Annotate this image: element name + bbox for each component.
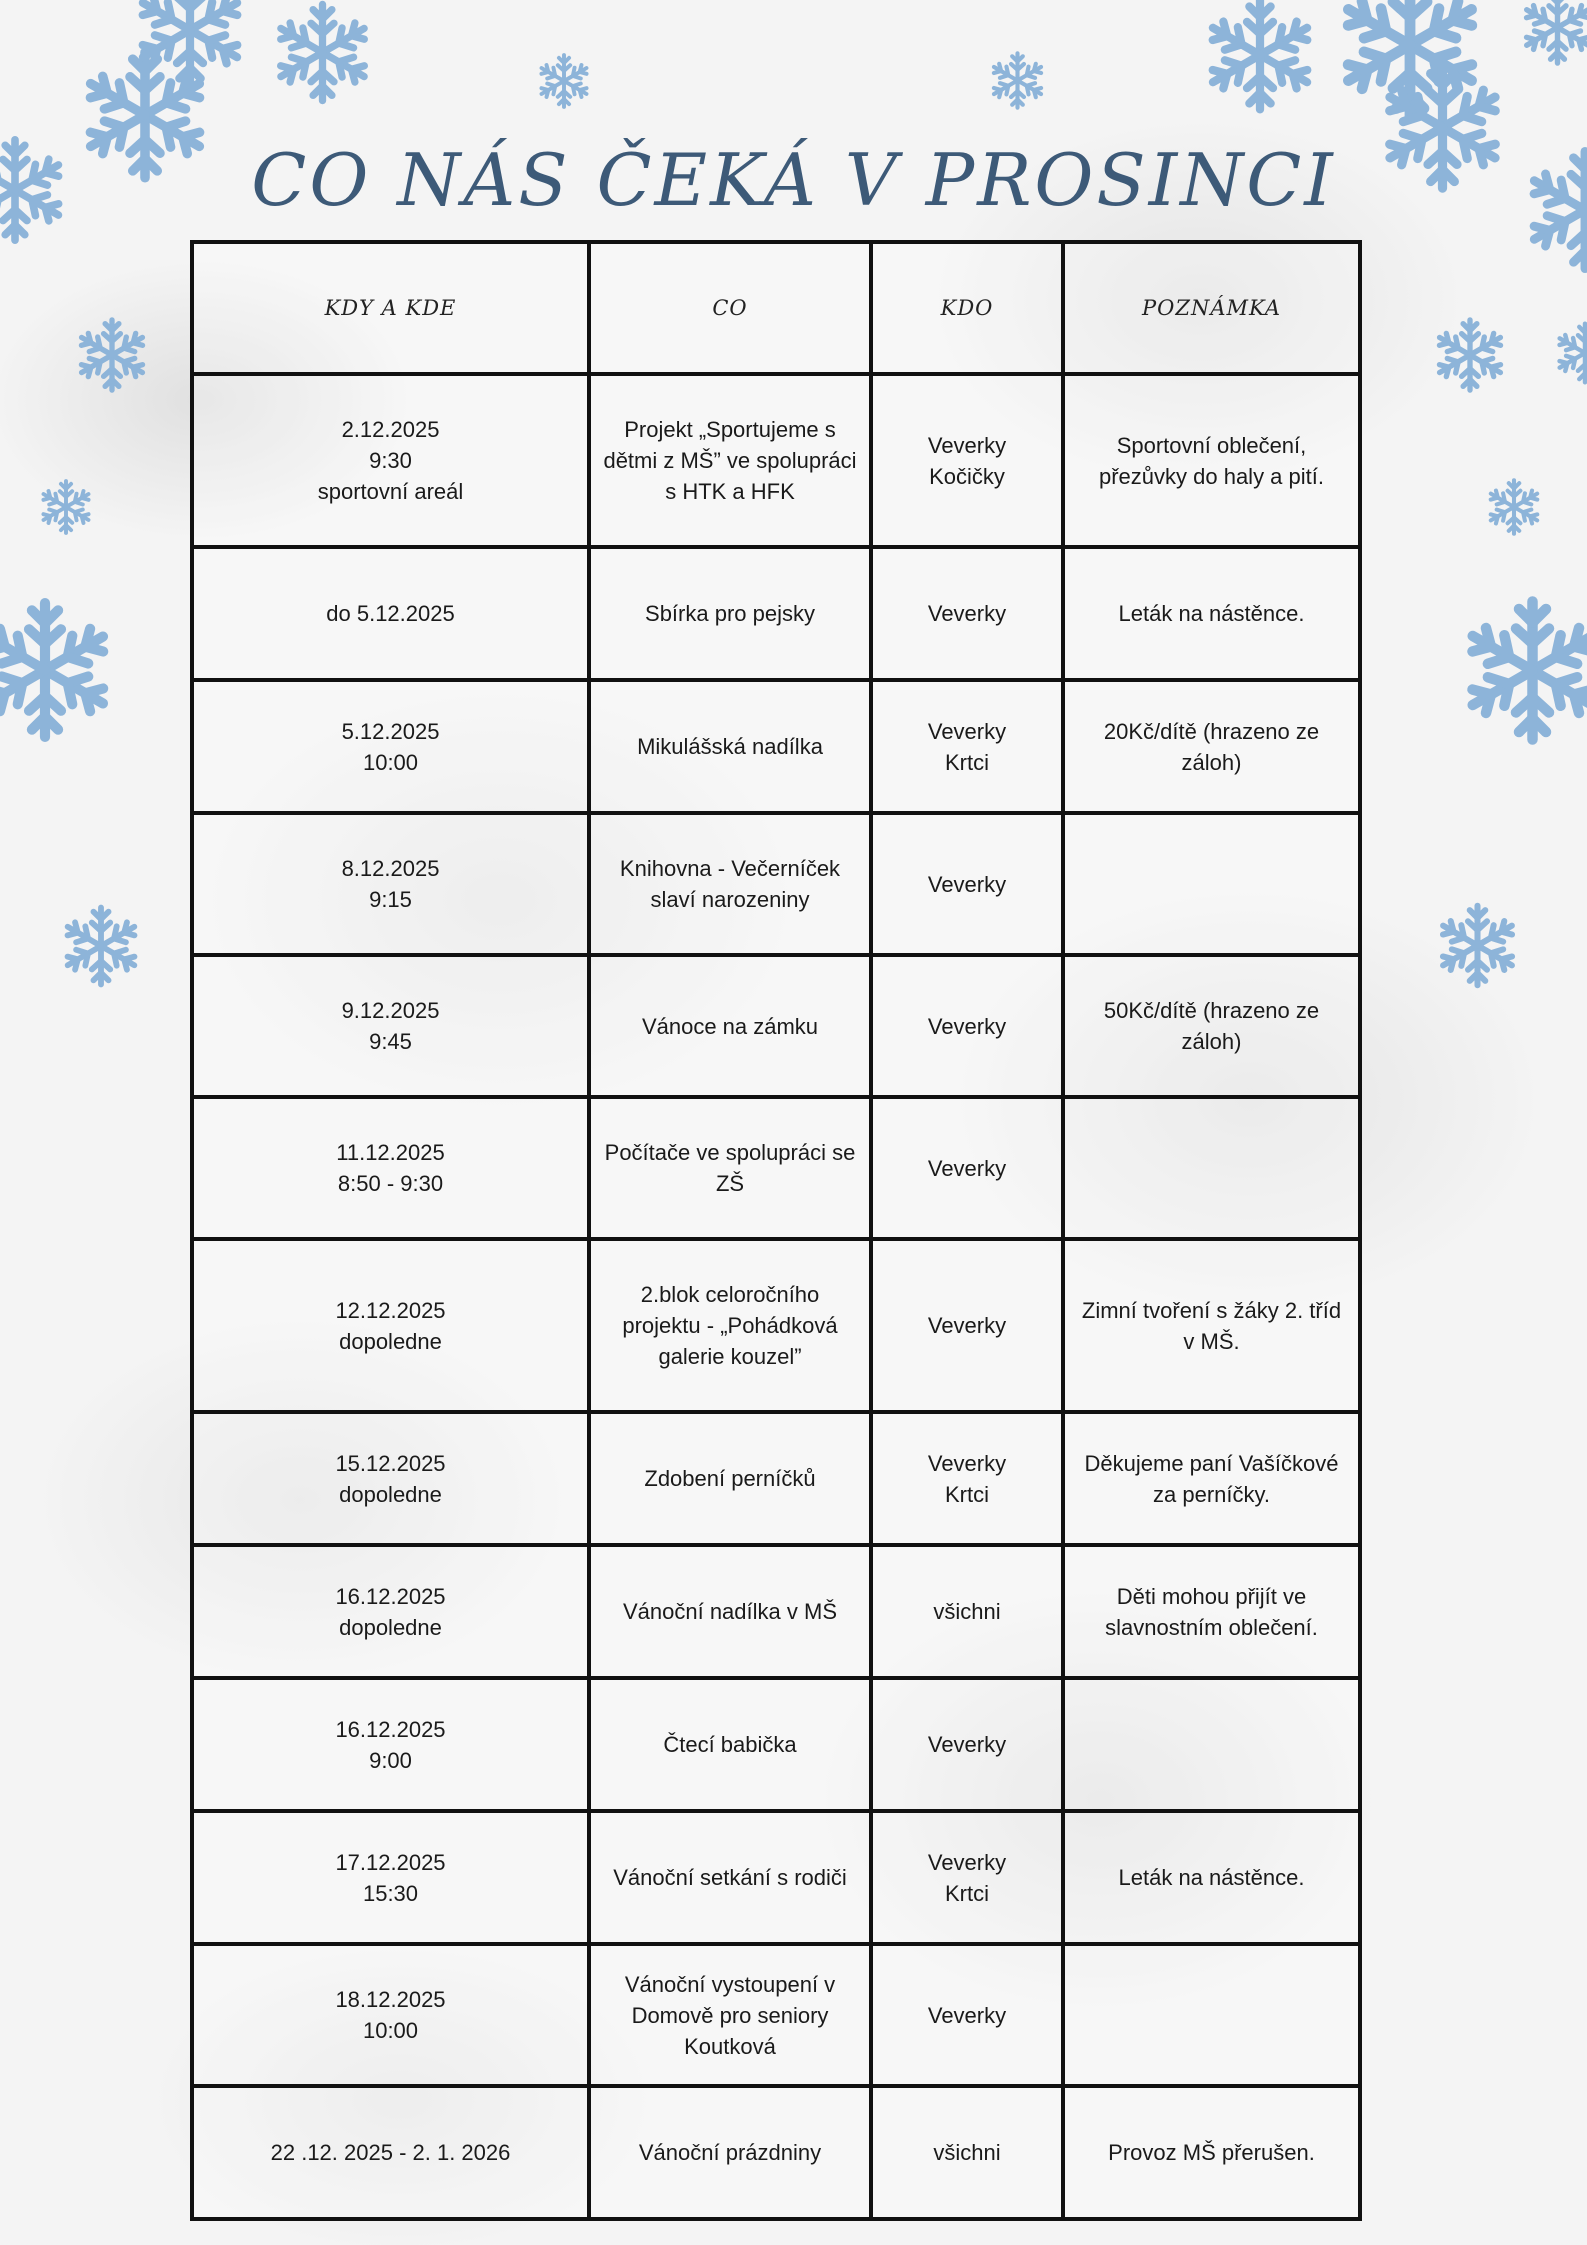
cell-when: 12.12.2025 dopoledne [192, 1239, 589, 1412]
cell-note: Sportovní oblečení, přezůvky do haly a pití. [1063, 374, 1360, 547]
table-row [192, 547, 1360, 680]
cell-when: 8.12.2025 9:15 [192, 813, 589, 955]
table-row [192, 374, 1360, 547]
snowflake-icon [1195, 0, 1325, 120]
snowflake-icon [70, 313, 154, 397]
column-header-who: KDO [871, 242, 1063, 374]
snowflake-icon [985, 48, 1050, 113]
snowflake-icon [35, 476, 97, 538]
snowflake-icon [125, 0, 255, 95]
table-row [192, 1239, 1360, 1412]
cell-who: Veverky [871, 1944, 1063, 2086]
snowflake-icon [1428, 313, 1512, 397]
cell-who: všichni [871, 1545, 1063, 1678]
cell-note: Děti mohou přijít ve slavnostním oblečení. [1063, 1545, 1360, 1678]
table-row [192, 955, 1360, 1097]
cell-who: Veverky [871, 1678, 1063, 1811]
cell-note: 50Kč/dítě (hrazeno ze záloh) [1063, 955, 1360, 1097]
cell-when: 15.12.2025 dopoledne [192, 1412, 589, 1545]
cell-who: Veverky Krtci [871, 1412, 1063, 1545]
table-row [192, 1097, 1360, 1239]
snowflake-icon [1482, 475, 1546, 539]
column-header-what: CO [589, 242, 871, 374]
page-title: CO NÁS ČEKÁ V PROSINCI [251, 138, 1336, 222]
cell-note [1063, 1678, 1360, 1811]
cell-what: Vánoční vystoupení v Domově pro seniory Koutková [589, 1944, 871, 2086]
cell-note [1063, 1097, 1360, 1239]
snowflake-icon [1515, 0, 1587, 70]
table-row [192, 1944, 1360, 2086]
cell-what: Mikulášská nadílka [589, 680, 871, 813]
table-row [192, 1811, 1360, 1944]
cell-note: Leták na nástěnce. [1063, 547, 1360, 680]
cell-who: Veverky [871, 1097, 1063, 1239]
cell-when: 17.12.2025 15:30 [192, 1811, 589, 1944]
column-header-when-where: KDY A KDE [192, 242, 589, 374]
cell-when: 2.12.2025 9:30 sportovní areál [192, 374, 589, 547]
cell-who: Veverky Krtci [871, 680, 1063, 813]
cell-note: Provoz MŠ přerušen. [1063, 2086, 1360, 2219]
table-row [192, 1678, 1360, 1811]
cell-when: 18.12.2025 10:00 [192, 1944, 589, 2086]
table-row [192, 813, 1360, 955]
table-header-row [192, 242, 1360, 374]
cell-note: Zimní tvoření s žáky 2. tříd v MŠ. [1063, 1239, 1360, 1412]
cell-what: Vánoční nadílka v MŠ [589, 1545, 871, 1678]
snowflake-icon [0, 590, 125, 750]
cell-when: 16.12.2025 9:00 [192, 1678, 589, 1811]
cell-what: Čtecí babička [589, 1678, 871, 1811]
snowflake-icon [1450, 588, 1587, 753]
cell-who: Veverky [871, 1239, 1063, 1412]
snowflake-icon [265, 0, 380, 110]
cell-when: 11.12.2025 8:50 - 9:30 [192, 1097, 589, 1239]
table-row [192, 1412, 1360, 1545]
cell-what: Projekt „Sportujeme s dětmi z MŠ” ve spolupráci s HTK a HFK [589, 374, 871, 547]
table-row [192, 1545, 1360, 1678]
schedule-table [190, 240, 1362, 2221]
cell-note [1063, 1944, 1360, 2086]
cell-who: Veverky [871, 813, 1063, 955]
cell-what: Vánoce na zámku [589, 955, 871, 1097]
cell-what: Zdobení perníčků [589, 1412, 871, 1545]
cell-note: Leták na nástěnce. [1063, 1811, 1360, 1944]
snowflake-icon [1430, 898, 1525, 993]
snowflake-icon [55, 900, 147, 992]
cell-note: Děkujeme paní Vašíčkové za perníčky. [1063, 1412, 1360, 1545]
cell-note: 20Kč/dítě (hrazeno ze záloh) [1063, 680, 1360, 813]
cell-what: 2.blok celoročního projektu - „Pohádková galerie kouzel” [589, 1239, 871, 1412]
cell-what: Sbírka pro pejsky [589, 547, 871, 680]
cell-who: Veverky [871, 547, 1063, 680]
column-header-note: POZNÁMKA [1063, 242, 1360, 374]
cell-what: Vánoční setkání s rodiči [589, 1811, 871, 1944]
table-row [192, 680, 1360, 813]
cell-who: Veverky [871, 955, 1063, 1097]
cell-what: Počítače ve spolupráci se ZŠ [589, 1097, 871, 1239]
cell-what: Knihovna - Večerníček slaví narozeniny [589, 813, 871, 955]
cell-when: 22 .12. 2025 - 2. 1. 2026 [192, 2086, 589, 2219]
cell-when: 9.12.2025 9:45 [192, 955, 589, 1097]
snowflake-icon [533, 50, 595, 112]
cell-who: všichni [871, 2086, 1063, 2219]
cell-what: Vánoční prázdniny [589, 2086, 871, 2219]
snowflake-icon [1550, 318, 1587, 388]
cell-when: 16.12.2025 dopoledne [192, 1545, 589, 1678]
table-row [192, 2086, 1360, 2219]
cell-when: do 5.12.2025 [192, 547, 589, 680]
cell-who: Veverky Krtci [871, 1811, 1063, 1944]
cell-who: Veverky Kočičky [871, 374, 1063, 547]
cell-note [1063, 813, 1360, 955]
cell-when: 5.12.2025 10:00 [192, 680, 589, 813]
